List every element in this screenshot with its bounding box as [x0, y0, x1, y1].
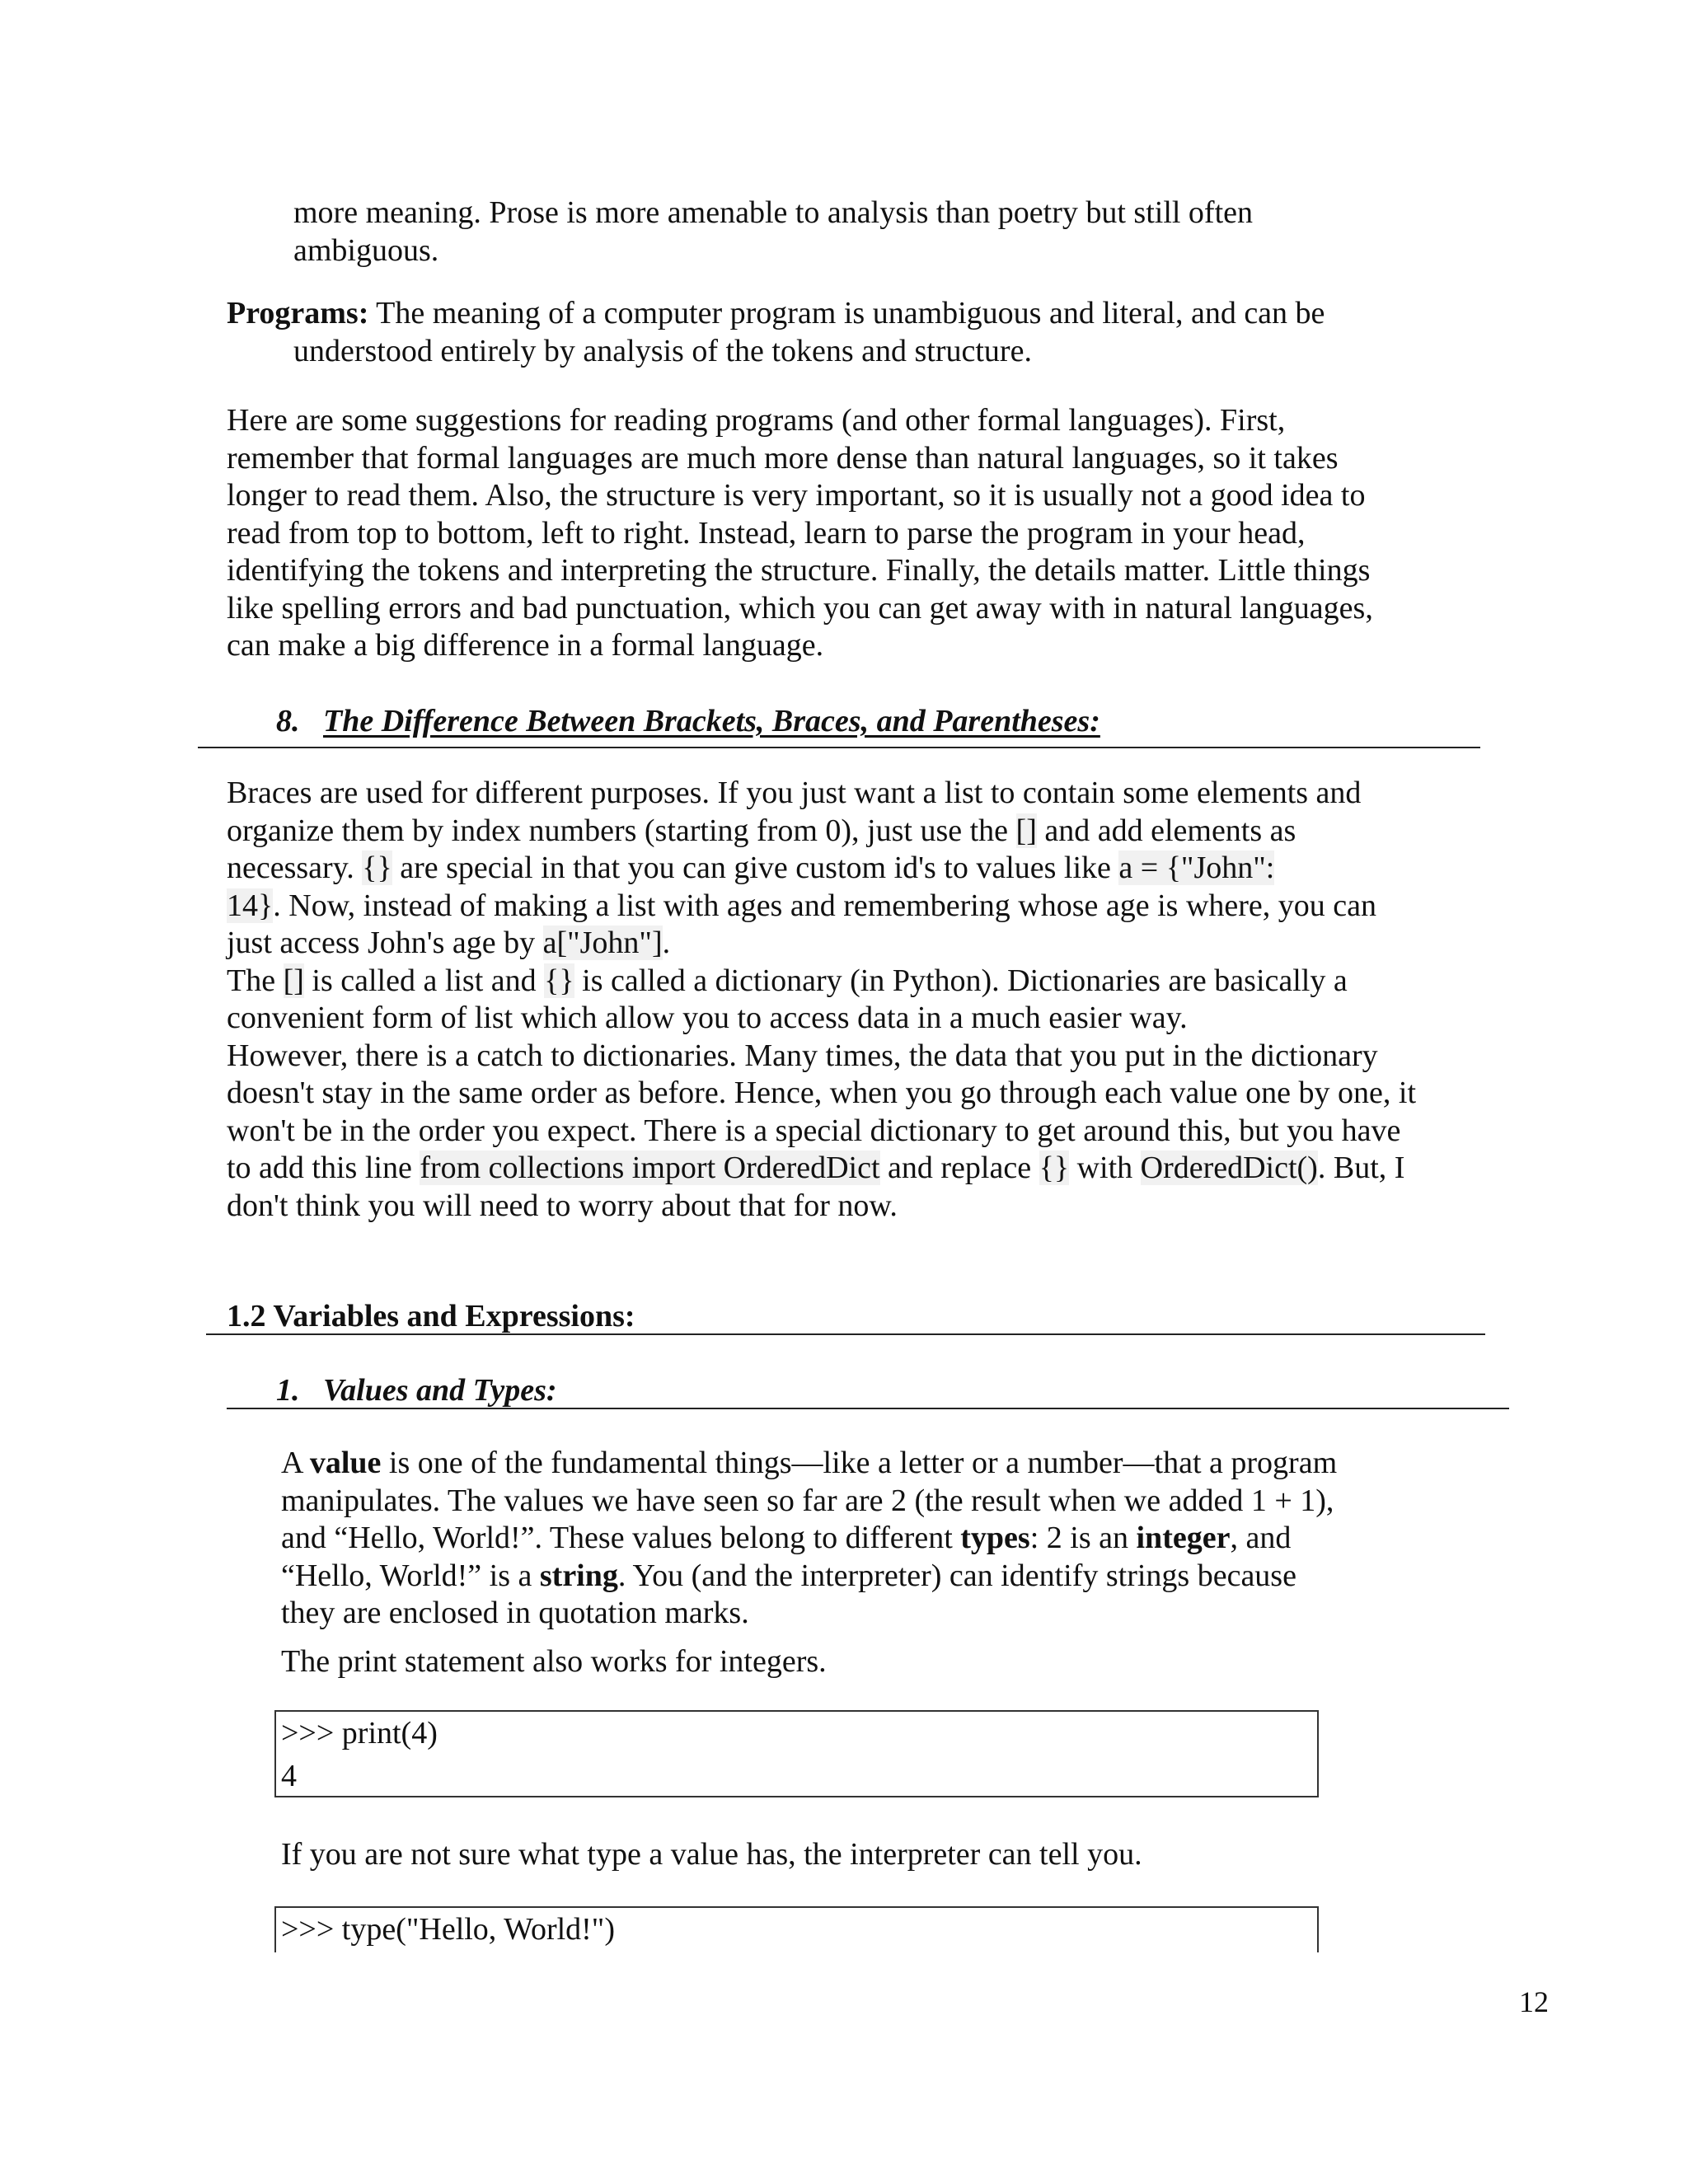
text-span: “Hello, World!” is a: [281, 1558, 540, 1593]
programs-definition: [227, 295, 1325, 370]
section-title: Values and Types:: [323, 1373, 557, 1408]
text-line: won't be in the order you expect. There is a special dictionary to get around this, but you have: [227, 1113, 1401, 1148]
text-line: [227, 888, 1416, 926]
text-span: .: [662, 926, 671, 960]
text-line: longer to read them. Also, the structure is very important, so it is usually not a good idea to: [227, 478, 1366, 513]
page-number: 12: [1519, 1985, 1549, 2018]
inline-code: a = {"John":: [1118, 851, 1275, 885]
text-line: remember that formal languages are much more dense than natural languages, so it takes: [227, 440, 1339, 476]
text-span: are special in that you can give custom id's to values like: [392, 851, 1119, 885]
inline-code: {}: [544, 963, 574, 998]
text-span: : 2 is an: [1029, 1521, 1137, 1555]
text-line: identifying the tokens and interpreting the structure. Finally, the details matter. Little things: [227, 553, 1371, 588]
section-rule: [198, 747, 1480, 748]
inline-code: from collections import OrderedDict: [420, 1151, 880, 1185]
inline-code: []: [1015, 813, 1037, 848]
text-span: . But, I: [1317, 1151, 1405, 1185]
programs-label: Programs:: [227, 296, 369, 330]
text-span: necessary.: [227, 851, 363, 885]
section-1-2-heading: 1.2 Variables and Expressions:: [227, 1299, 635, 1333]
text-span: , and: [1230, 1521, 1292, 1555]
inline-code: []: [283, 963, 304, 998]
text-line: doesn't stay in the same order as before. Hence, when you go through each value one by one, it: [227, 1076, 1416, 1110]
section-8-heading: [276, 702, 1100, 740]
text-span: and replace: [879, 1151, 1039, 1185]
code-line: >>> print(4): [281, 1716, 438, 1750]
text-line: understood entirely by analysis of the tokens and structure.: [293, 333, 1032, 368]
text-line: Braces are used for different purposes. If you just want a list to contain some elements and: [227, 776, 1362, 810]
text-line: [281, 1558, 1337, 1596]
text-line: convenient form of list which allow you to access data in a much easier way.: [227, 1001, 1188, 1035]
code-block: [274, 1710, 1319, 1797]
text-span: The meaning of a computer program is unambiguous and literal, and can be: [368, 296, 1325, 330]
text-line: [281, 1520, 1337, 1558]
section-number: 1.: [276, 1373, 300, 1408]
section-rule: [227, 1408, 1509, 1409]
term-types: types: [960, 1521, 1030, 1555]
text-span: The: [227, 963, 284, 998]
braces-paragraph: [227, 775, 1416, 1225]
inline-code: {}: [362, 851, 392, 885]
text-line: ambiguous.: [293, 232, 439, 268]
text-span: A: [281, 1446, 310, 1480]
text-line: [227, 925, 1416, 963]
text-span: . You (and the interpreter) can identify strings because: [617, 1558, 1296, 1593]
text-line: Here are some suggestions for reading programs (and other formal languages). First,: [227, 403, 1286, 438]
text-line: However, there is a catch to dictionaries. Many times, the data that you put in the dictionary: [227, 1038, 1378, 1073]
text-span: is one of the fundamental things—like a letter or a number—that a program: [381, 1446, 1338, 1480]
text-line: [281, 1445, 1337, 1483]
text-line: read from top to bottom, left to right. Instead, learn to parse the program in your head,: [227, 515, 1306, 551]
text-line: [227, 813, 1416, 851]
text-span: to add this line: [227, 1151, 420, 1185]
reading-paragraph: [227, 402, 1373, 665]
text-line: don't think you will need to worry about that for now.: [227, 1188, 898, 1223]
inline-code: OrderedDict(): [1140, 1151, 1318, 1185]
text-line: [227, 1150, 1416, 1188]
text-line: can make a big difference in a formal language.: [227, 628, 824, 663]
text-span: and “Hello, World!”. These values belong to different: [281, 1521, 961, 1555]
print-integers-text: The print statement also works for integers.: [281, 1644, 827, 1679]
text-span: and add elements as: [1036, 813, 1296, 848]
section-rule: [206, 1333, 1485, 1335]
inline-code: 14}: [227, 888, 274, 923]
text-span: with: [1069, 1151, 1141, 1185]
term-integer: integer: [1136, 1521, 1231, 1555]
text-line: they are enclosed in quotation marks.: [281, 1596, 749, 1630]
term-string: string: [539, 1558, 618, 1593]
code-block: [274, 1906, 1319, 1952]
code-line: >>> type("Hello, World!"): [281, 1912, 615, 1947]
text-span: is called a dictionary (in Python). Dictionaries are basically a: [574, 963, 1348, 998]
text-line: like spelling errors and bad punctuation, which you can get away with in natural languages,: [227, 590, 1373, 626]
text-span: . Now, instead of making a list with ages and remembering whose age is where, you can: [273, 888, 1377, 923]
text-line: [227, 850, 1416, 888]
text-line: manipulates. The values we have seen so far are 2 (the result when we added 1 + 1),: [281, 1483, 1334, 1518]
section-title: The Difference Between Brackets, Braces, and Parentheses:: [323, 704, 1100, 738]
type-intro-text: If you are not sure what type a value has, the interpreter can tell you.: [281, 1837, 1142, 1872]
text-span: just access John's age by: [227, 926, 543, 960]
text-line: [227, 963, 1416, 1001]
section-1-heading: [276, 1371, 557, 1409]
code-line: 4: [281, 1759, 297, 1793]
text-span: organize them by index numbers (starting from 0), just use the: [227, 813, 1016, 848]
inline-code: a["John"]: [542, 926, 663, 960]
values-paragraph: [281, 1445, 1337, 1633]
term-value: value: [309, 1446, 382, 1480]
prose-continuation: [293, 194, 1253, 269]
text-line: more meaning. Prose is more amenable to analysis than poetry but still often: [293, 195, 1254, 230]
text-span: is called a list and: [303, 963, 545, 998]
inline-code: {}: [1039, 1151, 1070, 1185]
section-number: 8.: [276, 704, 300, 738]
text-line: [227, 295, 1325, 333]
